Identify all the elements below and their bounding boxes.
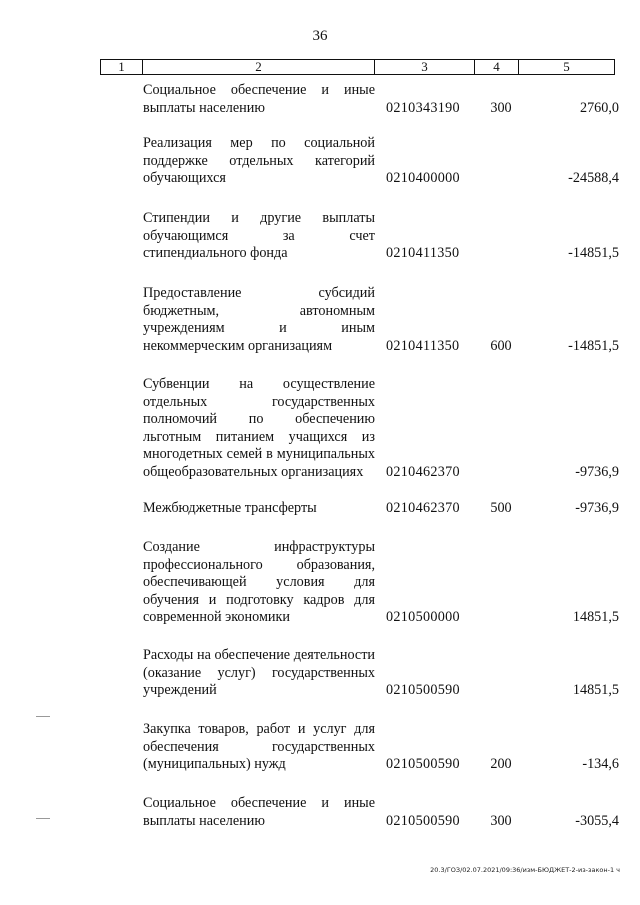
row-name: Субвенции на осуществление отдельных государственных полномочий по обеспечению льготным питанием учащихся из многодетных семей в муниципальных общеобразовательных организациях — [143, 376, 375, 480]
row-amount: -24588,4 — [568, 170, 619, 186]
row-amount: -14851,5 — [568, 245, 619, 261]
header-col-5: 5 — [519, 60, 615, 75]
row-name: Предоставление субсидий бюджетным, автономным учреждениям и иным некоммерческим организациям — [143, 285, 375, 354]
row-vr: 500 — [490, 500, 512, 516]
row-amount: -9736,9 — [575, 463, 619, 480]
header-col-2: 2 — [143, 60, 375, 75]
row-vr: 200 — [490, 756, 512, 772]
row-amount: -9736,9 — [575, 500, 619, 516]
row-name: Расходы на обеспечение деятельности (оказание услуг) государственных учреждений — [143, 647, 375, 698]
row-code: 0210500000 — [386, 609, 460, 625]
row-amount: -134,6 — [582, 756, 619, 772]
row-code: 0210500590 — [386, 682, 460, 698]
row-code: 0210462370 — [386, 500, 460, 516]
row-amount: 14851,5 — [572, 682, 619, 698]
row-vr: 600 — [490, 337, 512, 354]
row-code: 0210343190 — [386, 99, 460, 116]
footer-stamp: 20.3/ГОЗ/02.07.2021/09:36/изм-БЮДЖЕТ-2-из-закон-1 ч — [430, 866, 620, 874]
table-header — [100, 59, 615, 75]
header-col-1: 1 — [101, 60, 143, 75]
row-name: Закупка товаров, работ и услуг для обеспечения государственных (муниципальных) нужд — [143, 721, 375, 772]
margin-mark — [36, 818, 50, 819]
row-name: Социальное обеспечение и иные выплаты населению — [143, 82, 375, 116]
row-name: Создание инфраструктуры профессионального образования, обеспечивающей условия для обучения и подготовку кадров для современной экономики — [143, 539, 375, 625]
header-col-3: 3 — [375, 60, 475, 75]
row-name: Стипендии и другие выплаты обучающимся за счет стипендиального фонда — [143, 210, 375, 261]
row-amount: -3055,4 — [575, 812, 619, 829]
row-code: 0210500590 — [386, 756, 460, 772]
row-code: 0210500590 — [386, 812, 460, 829]
margin-mark — [36, 716, 50, 717]
row-name: Реализация мер по социальной поддержке отдельных категорий обучающихся — [143, 135, 375, 186]
row-vr: 300 — [490, 99, 512, 116]
row-code: 0210411350 — [386, 337, 460, 354]
row-code: 0210400000 — [386, 170, 460, 186]
row-amount: 14851,5 — [572, 609, 619, 625]
row-vr: 300 — [490, 812, 512, 829]
row-code: 0210462370 — [386, 463, 460, 480]
row-name: Межбюджетные трансферты — [143, 500, 317, 516]
row-amount: -14851,5 — [568, 337, 619, 354]
page-number: 36 — [312, 28, 328, 44]
row-code: 0210411350 — [386, 245, 460, 261]
header-col-4: 4 — [475, 60, 519, 75]
row-name: Социальное обеспечение и иные выплаты населению — [143, 795, 375, 829]
row-amount: 2760,0 — [579, 99, 619, 116]
